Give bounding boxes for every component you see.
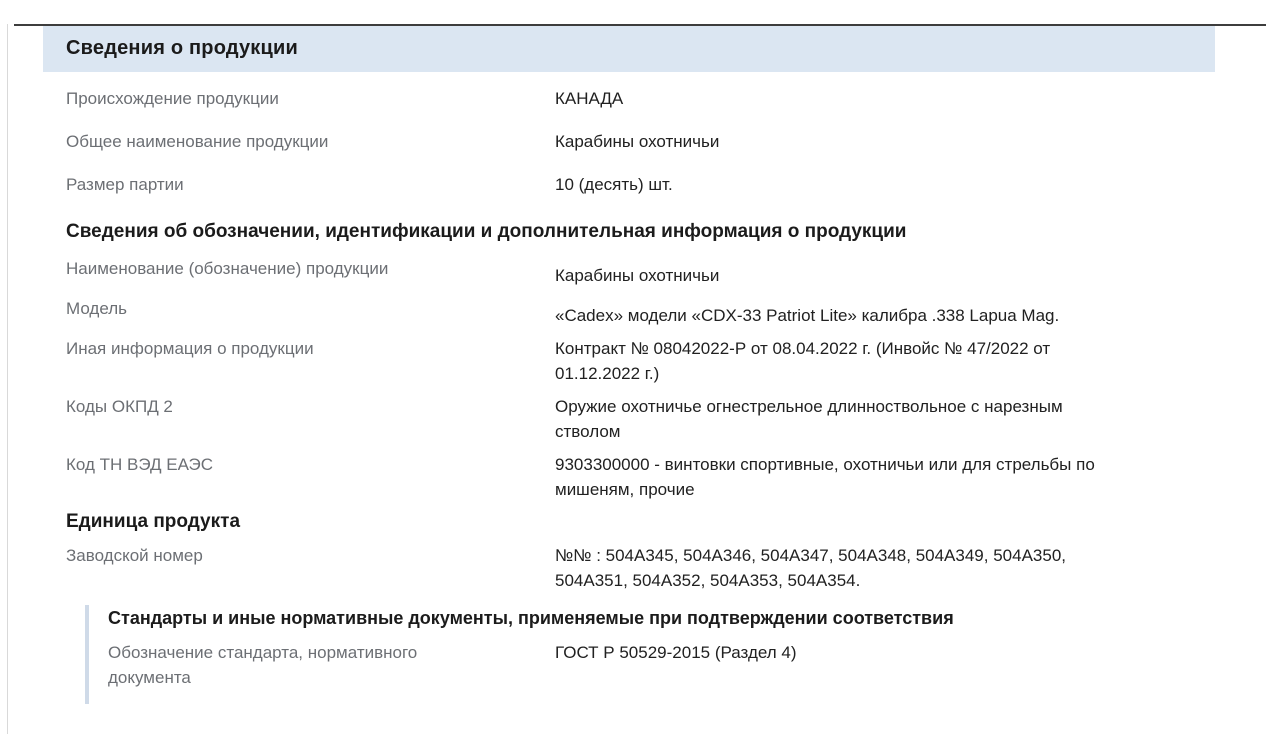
field-value: «Cadex» модели «CDX-33 Patriot Lite» калибра .338 Lapua Mag. (555, 306, 1060, 325)
field-label: Общее наименование продукции (66, 132, 329, 151)
info-row-standard-designation (108, 640, 1246, 690)
field-value: 10 (десять) шт. (555, 175, 673, 194)
field-value: №№ : 504A345, 504A346, 504A347, 504A348, 504A349, 504A350, 504A351, 504A352, 504A353, 504A354. (555, 546, 1066, 590)
section-title-identification: Сведения об обозначении, идентификации и дополнительная информация о продукции (66, 221, 907, 242)
section-identification (66, 256, 1246, 502)
field-value: 9303300000 - винтовки спортивные, охотничьи или для стрельбы по мишеням, прочие (555, 455, 1095, 499)
info-row-other-info (66, 336, 1246, 386)
field-label: Заводской номер (66, 546, 203, 565)
section-standards (85, 605, 1246, 704)
info-row-batch-size (66, 174, 1246, 195)
field-value: Контракт № 08042022-Р от 08.04.2022 г. (Инвойс № 47/2022 от 01.12.2022 г.) (555, 339, 1051, 383)
field-label: Обозначение стандарта, нормативного документа (108, 643, 418, 687)
field-label: Наименование (обозначение) продукции (66, 259, 389, 278)
info-row-serial-numbers (66, 543, 1246, 593)
info-row-tnved (66, 452, 1246, 502)
section-title-product-unit: Единица продукта (66, 511, 241, 532)
section-product-info (66, 88, 1246, 195)
product-info-header-band (43, 24, 1215, 72)
info-row-model (66, 296, 1246, 328)
field-value: Карабины охотничьи (555, 132, 720, 151)
page-title: Сведения о продукции (66, 36, 298, 59)
field-label: Происхождение продукции (66, 89, 279, 108)
field-value: КАНАДА (555, 89, 624, 108)
field-label: Коды ОКПД 2 (66, 397, 173, 416)
field-value: Карабины охотничьи (555, 266, 720, 285)
field-value: Оружие охотничье огнестрельное длинноствольное с нарезным стволом (555, 397, 1063, 441)
info-row-okpd2 (66, 394, 1246, 444)
section-product-unit (66, 543, 1246, 593)
window-top-edge (14, 24, 1266, 26)
info-row-designation (66, 256, 1246, 288)
page-left-border (7, 24, 8, 734)
field-label: Модель (66, 299, 128, 318)
product-details-panel (0, 72, 1266, 704)
section-title-standards: Стандарты и иные нормативные документы, применяемые при подтверждении соответствия (108, 608, 954, 628)
field-value: ГОСТ Р 50529-2015 (Раздел 4) (555, 643, 797, 662)
info-row-origin (66, 88, 1246, 109)
field-label: Размер партии (66, 175, 184, 194)
info-row-common-name (66, 131, 1246, 152)
field-label: Код ТН ВЭД ЕАЭС (66, 455, 214, 474)
field-label: Иная информация о продукции (66, 339, 314, 358)
